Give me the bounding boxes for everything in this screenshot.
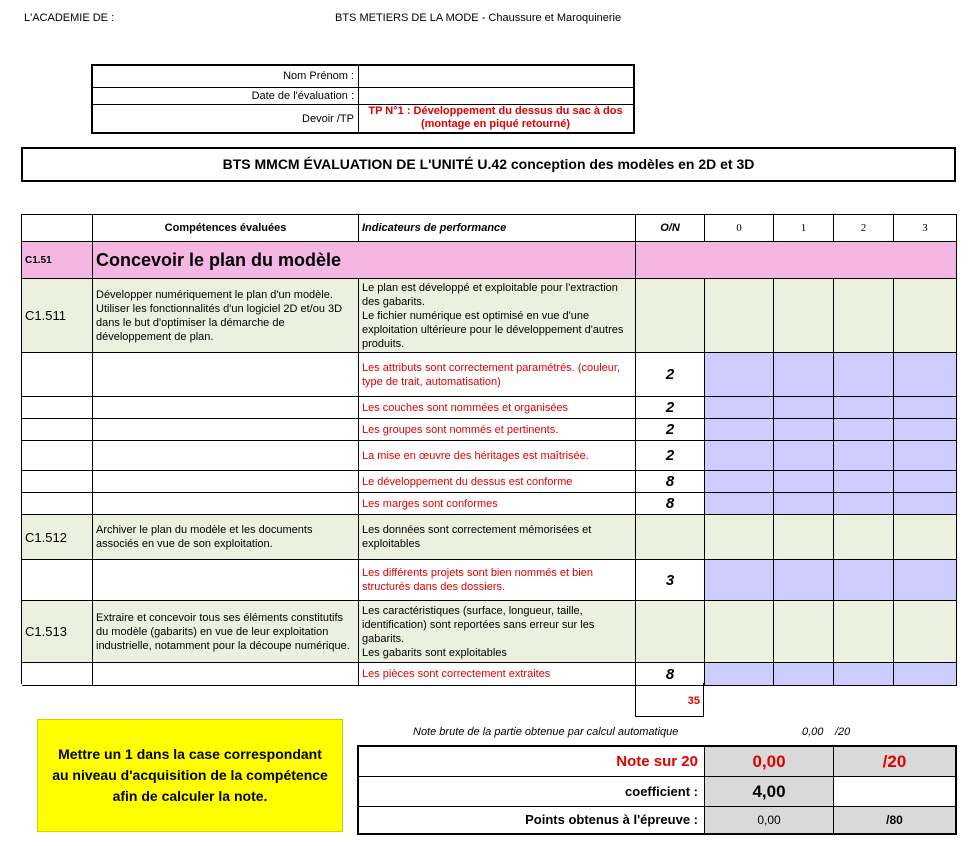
results-box [357, 745, 957, 835]
row-competence: Archiver le plan du modèle et les documents associés en vue de son exploitation. [93, 515, 359, 560]
level-2-checkbox[interactable] [834, 560, 894, 601]
row-on: 8 [636, 471, 705, 493]
level-1-checkbox[interactable] [774, 471, 834, 493]
level-1-checkbox[interactable] [774, 441, 834, 471]
note-unit: /20 [834, 747, 955, 777]
level-1-checkbox[interactable] [774, 279, 834, 353]
points-unit: /80 [834, 807, 955, 833]
row-code [22, 441, 93, 471]
row-competence [93, 471, 359, 493]
level-3-checkbox[interactable] [894, 471, 957, 493]
level-3-checkbox[interactable] [894, 353, 957, 397]
row-on [636, 601, 705, 663]
row-competence [93, 560, 359, 601]
header-competences: Compétences évaluées [93, 215, 359, 242]
section-code: C1.51 [22, 242, 93, 279]
level-2-checkbox[interactable] [834, 397, 894, 419]
row-competence: Développer numériquement le plan d'un modèle. Utiliser les fonctionnalités d'un logiciel 2D et/ou 3D dans le but d'optimiser la démarche de développement de plan. [93, 279, 359, 353]
row-indicateur: Les groupes sont nommés et pertinents. [359, 419, 636, 441]
instructions-box [37, 719, 343, 832]
row-indicateur: Les caractéristiques (surface, longueur, taille, identification) sont reportées sans erreur sur les gabarits. Les gabarits sont exploitables [359, 601, 636, 663]
row-code [22, 419, 93, 441]
level-3-checkbox[interactable] [894, 441, 957, 471]
brute-value: 0,00 [802, 726, 824, 738]
note-value: 0,00 [705, 747, 834, 777]
section-fill [636, 242, 957, 279]
row-code: C1.513 [22, 601, 93, 663]
devoir-line-2: (montage en piqué retourné) [420, 118, 571, 130]
identity-row-name [93, 66, 633, 88]
instructions-text: Mettre un 1 dans la case correspondant au niveau d'acquisition de la compétence afin de calculer la note. [52, 746, 328, 804]
row-competence [93, 493, 359, 515]
note-label: Note sur 20 [359, 747, 705, 777]
row-competence [93, 441, 359, 471]
row-on: 2 [636, 397, 705, 419]
level-2-checkbox[interactable] [834, 663, 894, 686]
row-code [22, 560, 93, 601]
level-1-checkbox[interactable] [774, 560, 834, 601]
level-1-checkbox[interactable] [774, 493, 834, 515]
row-indicateur: Les couches sont nommées et organisées [359, 397, 636, 419]
row-indicateur: Les différents projets sont bien nommés et bien structurés dans des dossiers. [359, 560, 636, 601]
level-0-checkbox[interactable] [705, 601, 774, 663]
level-1-checkbox[interactable] [774, 601, 834, 663]
row-indicateur: Le développement du dessus est conforme [359, 471, 636, 493]
level-0-checkbox[interactable] [705, 493, 774, 515]
level-3-checkbox[interactable] [894, 663, 957, 686]
row-competence [93, 419, 359, 441]
level-2-checkbox[interactable] [834, 441, 894, 471]
level-2-checkbox[interactable] [834, 493, 894, 515]
row-code [22, 471, 93, 493]
brute-unit: /20 [835, 726, 851, 738]
header-level-3: 3 [894, 215, 957, 242]
level-3-checkbox[interactable] [894, 279, 957, 353]
row-code [22, 397, 93, 419]
page-title: BTS MMCM ÉVALUATION DE L'UNITÉ U.42 conception des modèles en 2D et 3D [21, 147, 956, 182]
level-0-checkbox[interactable] [705, 515, 774, 560]
row-on: 3 [636, 560, 705, 601]
total-cell [635, 683, 704, 717]
row-competence: Extraire et concevoir tous ses éléments constitutifs du modèle (gabarits) en vue de leur exploitation industrielle, notamment pour la découpe numérique. [93, 601, 359, 663]
row-competence [93, 397, 359, 419]
level-3-checkbox[interactable] [894, 560, 957, 601]
name-label: Nom Prénom : [283, 70, 354, 82]
row-competence [93, 353, 359, 397]
level-2-checkbox[interactable] [834, 279, 894, 353]
devoir-line-1: TP N°1 : Développement du dessus du sac à dos [368, 105, 623, 117]
header-level-0: 0 [705, 215, 774, 242]
total-value: 35 [687, 695, 700, 707]
level-1-checkbox[interactable] [774, 663, 834, 686]
row-indicateur: La mise en œuvre des héritages est maîtrisée. [359, 441, 636, 471]
coef-empty [834, 777, 955, 807]
level-2-checkbox[interactable] [834, 471, 894, 493]
row-indicateur: Les données sont correctement mémorisées et exploitables [359, 515, 636, 560]
row-on: 2 [636, 353, 705, 397]
date-label: Date de l'évaluation : [251, 90, 354, 102]
level-3-checkbox[interactable] [894, 493, 957, 515]
level-2-checkbox[interactable] [834, 419, 894, 441]
row-code: C1.512 [22, 515, 93, 560]
level-2-checkbox[interactable] [834, 353, 894, 397]
section-title: Concevoir le plan du modèle [93, 242, 636, 279]
level-3-checkbox[interactable] [894, 397, 957, 419]
row-on: 8 [636, 663, 705, 686]
devoir-value[interactable] [360, 105, 631, 131]
level-0-checkbox[interactable] [705, 397, 774, 419]
level-0-checkbox[interactable] [705, 279, 774, 353]
points-value: 0,00 [705, 807, 834, 833]
header-level-2: 2 [834, 215, 894, 242]
row-on [636, 279, 705, 353]
devoir-label: Devoir /TP [302, 113, 354, 125]
level-3-checkbox[interactable] [894, 515, 957, 560]
level-1-checkbox[interactable] [774, 353, 834, 397]
level-3-checkbox[interactable] [894, 419, 957, 441]
row-on: 2 [636, 441, 705, 471]
level-2-checkbox[interactable] [834, 601, 894, 663]
evaluation-table [21, 214, 957, 684]
level-0-checkbox[interactable] [705, 560, 774, 601]
row-code [22, 353, 93, 397]
level-3-checkbox[interactable] [894, 601, 957, 663]
coef-label: coefficient : [359, 777, 705, 807]
points-label: Points obtenus à l'épreuve : [359, 807, 705, 833]
brute-label: Note brute de la partie obtenue par calcul automatique [413, 726, 679, 738]
coef-value: 4,00 [705, 777, 834, 807]
identity-table [91, 64, 635, 134]
header-code-cell [22, 215, 93, 242]
level-0-checkbox[interactable] [705, 441, 774, 471]
row-code [22, 663, 93, 686]
row-code [22, 493, 93, 515]
row-on [636, 515, 705, 560]
row-indicateur: Les marges sont conformes [359, 493, 636, 515]
level-1-checkbox[interactable] [774, 397, 834, 419]
header-level-1: 1 [774, 215, 834, 242]
identity-row-devoir [93, 105, 633, 132]
row-indicateur: Les attributs sont correctement paramétrés. (couleur, type de trait, automatisation) [359, 353, 636, 397]
row-indicateur: Les pièces sont correctement extraites [359, 663, 636, 686]
identity-row-date [93, 88, 633, 105]
level-0-checkbox[interactable] [705, 663, 774, 686]
level-1-checkbox[interactable] [774, 515, 834, 560]
row-on: 2 [636, 419, 705, 441]
row-on: 8 [636, 493, 705, 515]
level-2-checkbox[interactable] [834, 515, 894, 560]
header-indicateurs: Indicateurs de performance [359, 215, 636, 242]
row-code: C1.511 [22, 279, 93, 353]
level-0-checkbox[interactable] [705, 419, 774, 441]
row-competence [93, 663, 359, 686]
academie-label: L'ACADEMIE DE : [24, 12, 115, 24]
row-indicateur: Le plan est développé et exploitable pour l'extraction des gabarits. Le fichier numérique est optimisé en vue d'une exploitation ultérieure pour le développement d'autres produits. [359, 279, 636, 353]
bts-label: BTS METIERS DE LA MODE - Chaussure et Maroquinerie [335, 12, 622, 24]
header-on: O/N [636, 215, 705, 242]
level-1-checkbox[interactable] [774, 419, 834, 441]
level-0-checkbox[interactable] [705, 471, 774, 493]
level-0-checkbox[interactable] [705, 353, 774, 397]
